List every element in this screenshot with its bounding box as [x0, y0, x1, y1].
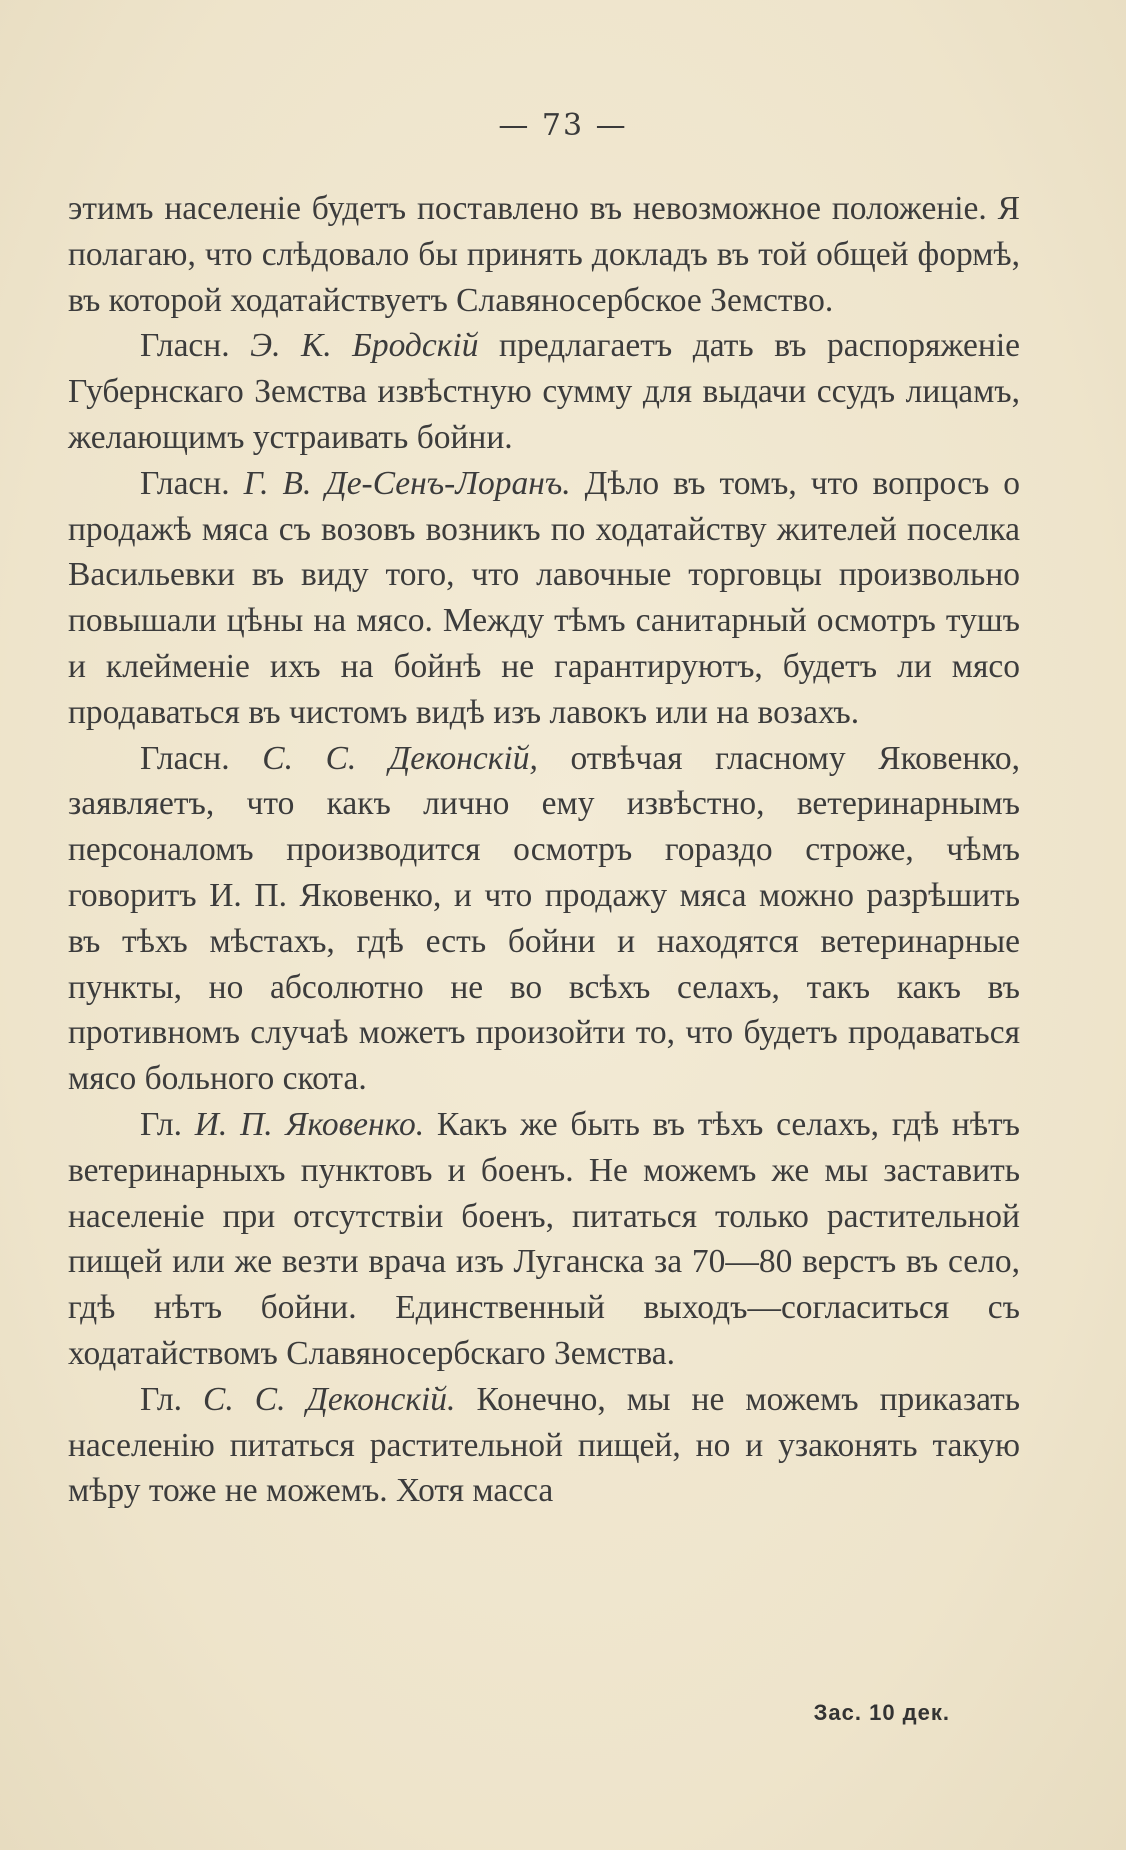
speaker-name: С. С. Деконскій.	[203, 1380, 456, 1418]
body-text	[68, 186, 1020, 1514]
paragraph	[68, 323, 1020, 460]
speaker-name: Г. В. Де-Сенъ-Лоранъ.	[243, 464, 571, 502]
speaker-prefix: Гласн.	[140, 327, 230, 365]
speaker-name: И. П. Яковенко.	[194, 1105, 425, 1143]
page-number: — 73 —	[498, 108, 628, 143]
speaker-name: С. С. Деконскій,	[262, 739, 538, 777]
paragraph-text: Конечно, мы не можемъ приказать населенію питаться растительной пищей, но и узаконять такую мѣру тоже не можемъ. Хотя масса	[68, 1380, 1021, 1510]
paragraph	[68, 1102, 1020, 1377]
paragraph	[68, 461, 1020, 736]
speaker-name: Э. К. Бродскій	[250, 327, 479, 365]
paragraph	[68, 186, 1020, 323]
speaker-prefix: Гл.	[140, 1105, 182, 1143]
paragraph-text: Дѣло въ томъ, что вопросъ о продажѣ мяса съ возовъ возникъ по ходатайству жителей поселка Васильевки въ виду того, что лавочные торговцы произвольно повышали цѣны на мясо. Между тѣмъ санитарный осмотръ тушъ и клейменіе ихъ на бойнѣ не гарантируютъ, будетъ ли мясо продаваться въ чистомъ видѣ изъ лавокъ или на возахъ.	[68, 464, 1021, 731]
paragraph-text: отвѣчая гласному Яковенко, заявляетъ, что какъ лично ему извѣстно, ветеринарнымъ персоналомъ производится осмотръ гораздо строже, чѣмъ говоритъ И. П. Яковенко, и что продажу мяса можно разрѣшить въ тѣхъ мѣстахъ, гдѣ есть бойни и находятся ветеринарные пункты, но абсолютно не во всѣхъ селахъ, такъ какъ въ противномъ случаѣ можетъ произойти то, что будетъ продаваться мясо больного скота.	[68, 739, 1021, 1098]
paragraph	[68, 1377, 1020, 1514]
paragraph	[68, 736, 1020, 1102]
session-signature: Зас. 10 дек.	[813, 1700, 950, 1725]
speaker-prefix: Гласн.	[140, 739, 230, 777]
speaker-prefix: Гл.	[140, 1380, 182, 1418]
paragraph-text: Какъ же быть въ тѣхъ селахъ, гдѣ нѣтъ ветеринарныхъ пунктовъ и боенъ. Не можемъ же мы заставить населеніе при отсутствіи боенъ, питаться только растительной пищей или же везти врача изъ Луганска за 70—80 верстъ въ село, гдѣ нѣтъ бойни. Единственный выходъ—согласиться съ ходатайствомъ Славяносербскаго Земства.	[68, 1105, 1020, 1372]
paragraph-text: этимъ населеніе будетъ поставлено въ невозможное положеніе. Я полагаю, что слѣдовало бы принять докладъ въ той общей формѣ, въ которой ходатайствуетъ Славяносербское Земство.	[68, 190, 1020, 319]
speaker-prefix: Гласн.	[140, 464, 230, 502]
paragraph-text: предлагаетъ дать въ распоряженіе Губернскаго Земства извѣстную сумму для выдачи ссудъ лицамъ, желающимъ устраивать бойни.	[68, 327, 1021, 456]
